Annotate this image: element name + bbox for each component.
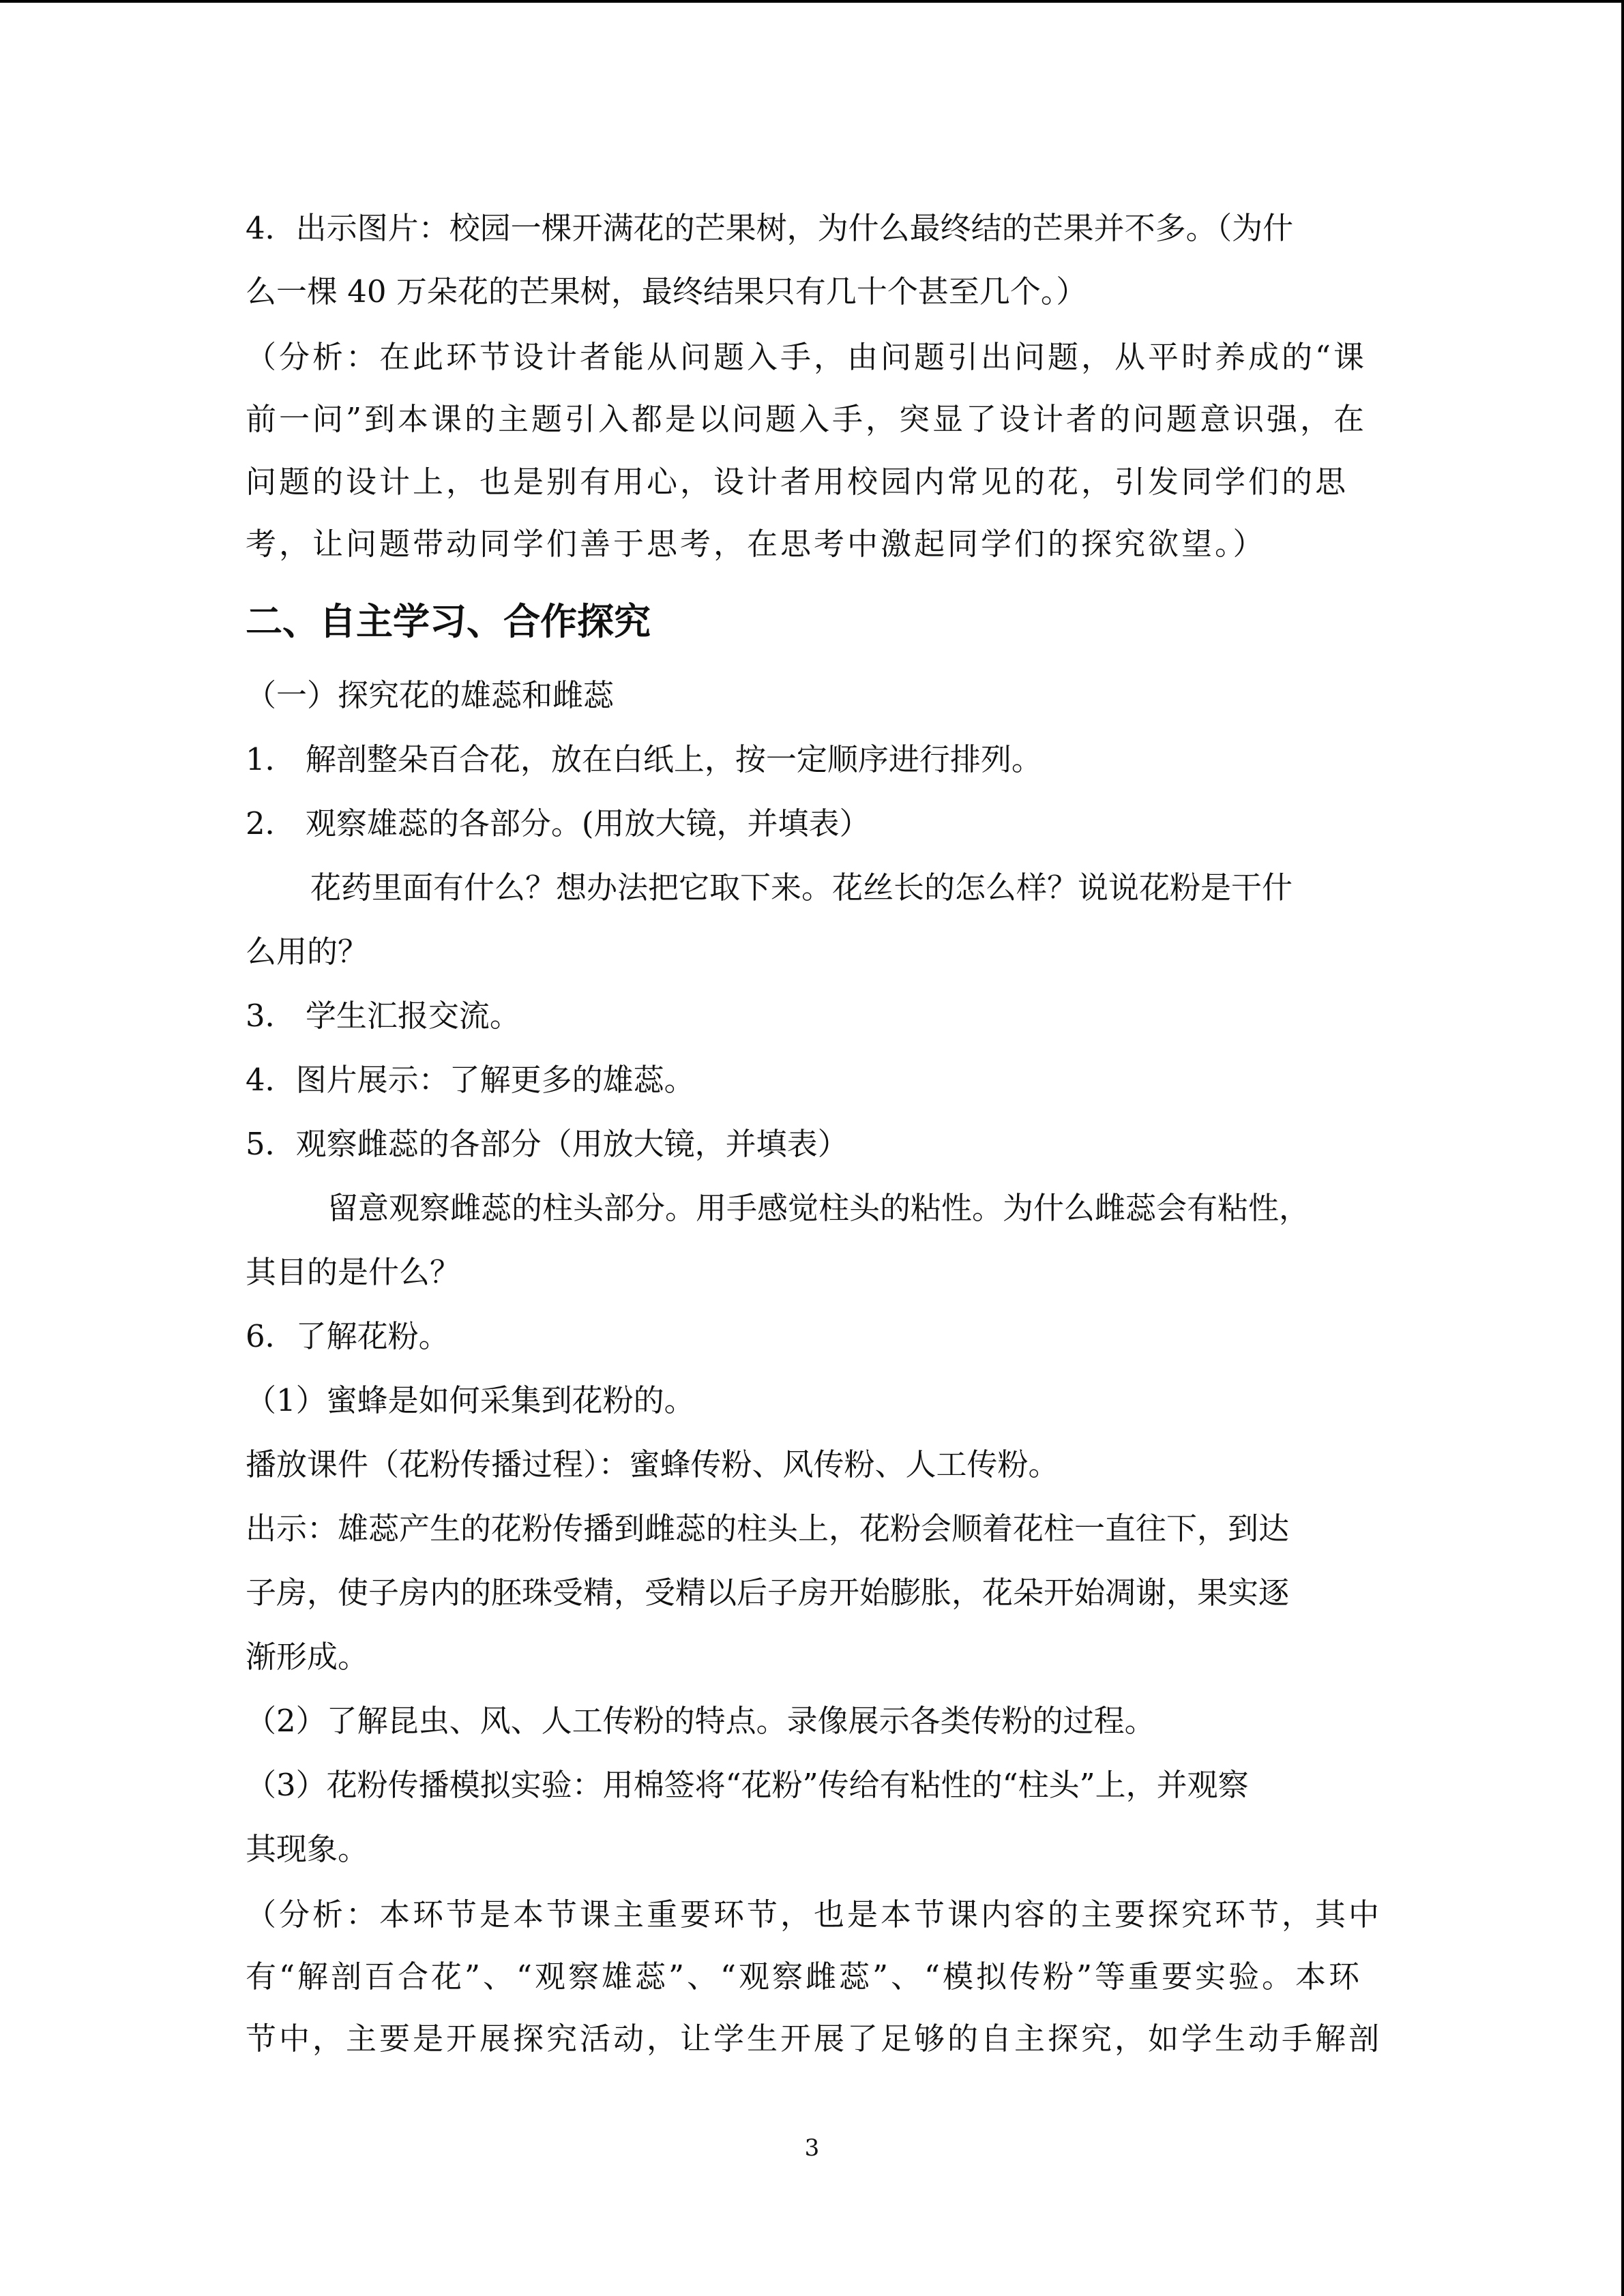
section-heading: 二、自主学习、合作探究 xyxy=(246,600,651,643)
text-line: 花药里面有什么？想办法把它取下来。花丝长的怎么样？说说花粉是干什 xyxy=(310,869,1293,906)
text-line: 么用的？ xyxy=(246,934,369,970)
text-line: 出示：雄蕊产生的花粉传播到雌蕊的柱头上，花粉会顺着花柱一直往下，到达 xyxy=(246,1510,1290,1547)
text-line: 2． 观察雄蕊的各部分。(用放大镜，并填表） xyxy=(246,805,870,841)
text-line: 4．图片展示：了解更多的雄蕊。 xyxy=(246,1062,695,1098)
text-line: （2）了解昆虫、风、人工传粉的特点。录像展示各类传粉的过程。 xyxy=(246,1703,1155,1739)
text-line: （3）花粉传播模拟实验：用棉签将“花粉”传给有粘性的“柱头”上，并观察 xyxy=(246,1767,1249,1803)
text-line: 子房，使子房内的胚珠受精，受精以后子房开始膨胀，花朵开始凋谢，果实逐 xyxy=(246,1575,1290,1611)
analysis-line: 有“解剖百合花”、“观察雄蕊”、“观察雌蕊”、“模拟传粉”等重要实验。本环 xyxy=(246,1958,1363,1995)
text-line: 渐形成。 xyxy=(246,1639,369,1675)
text-line: 6．了解花粉。 xyxy=(246,1318,449,1354)
text-line: 播放课件（花粉传播过程）：蜜蜂传粉、风传粉、人工传粉。 xyxy=(246,1446,1059,1482)
analysis-line: 节中，主要是开展探究活动，让学生开展了足够的自主探究，如学生动手解剖 xyxy=(246,2021,1383,2057)
page-number: 3 xyxy=(804,2134,820,2162)
text-line: 5．观察雌蕊的各部分（用放大镜，并填表） xyxy=(246,1126,848,1162)
text-line: 留意观察雌蕊的柱头部分。用手感觉柱头的粘性。为什么雌蕊会有粘性， xyxy=(327,1190,1310,1226)
analysis-line: （分析：本环节是本节课主重要环节，也是本节课内容的主要探究环节，其中 xyxy=(246,1896,1383,1933)
text-line: 1． 解剖整朵百合花，放在白纸上，按一定顺序进行排列。 xyxy=(246,741,1042,777)
text-line: （1）蜜蜂是如何采集到花粉的。 xyxy=(246,1382,695,1418)
text-line: 其现象。 xyxy=(246,1831,369,1867)
analysis-line: （分析：在此环节设计者能从问题入手，由问题引出问题，从平时养成的“课 xyxy=(246,339,1368,375)
text-line: 4．出示图片：校园一棵开满花的芒果树，为什么最终结的芒果并不多。（为什 xyxy=(246,210,1294,246)
subsection-heading: （一）探究花的雄蕊和雌蕊 xyxy=(246,677,615,713)
analysis-line: 问题的设计上，也是别有用心，设计者用校园内常见的花，引发同学们的思 xyxy=(246,464,1349,500)
analysis-line: 考，让问题带动同学们善于思考，在思考中激起同学们的探究欲望。） xyxy=(246,526,1267,562)
text-line: 么一棵 40 万朵花的芒果树，最终结果只有几十个甚至几个。） xyxy=(246,273,1087,310)
text-line: 其目的是什么？ xyxy=(246,1254,461,1290)
text-line: 3． 学生汇报交流。 xyxy=(246,998,520,1034)
analysis-line: 前一问”到本课的主题引入都是以问题入手，突显了设计者的问题意识强，在 xyxy=(246,401,1368,437)
